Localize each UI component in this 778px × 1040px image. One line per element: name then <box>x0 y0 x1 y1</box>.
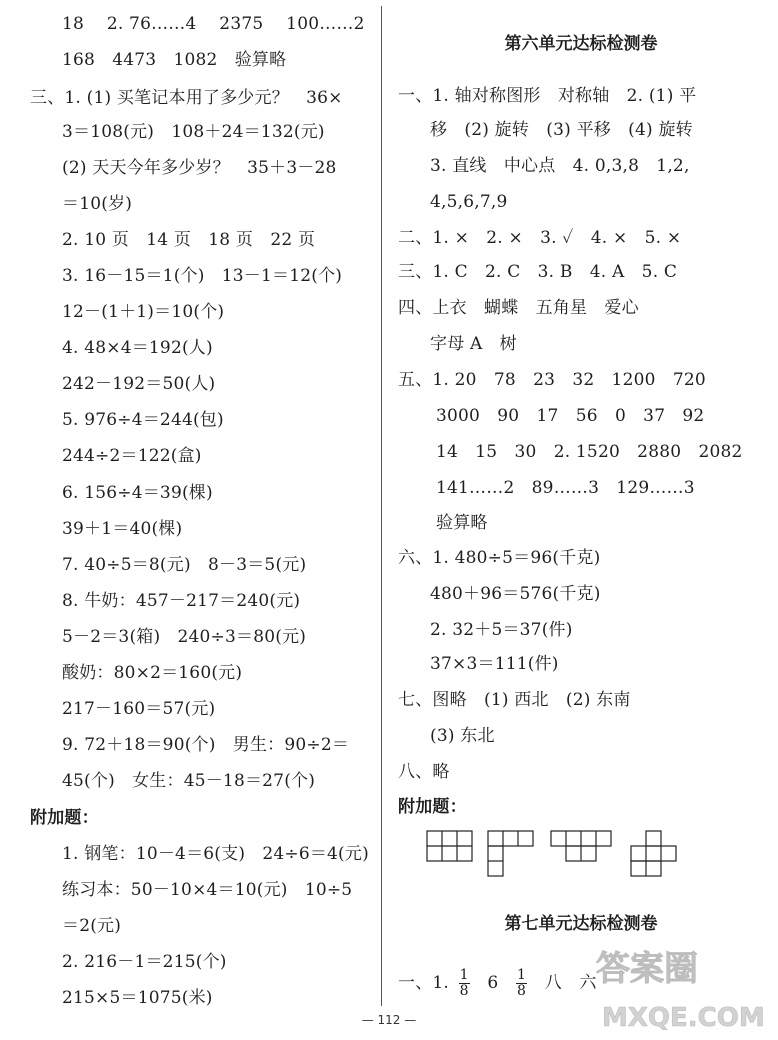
answer-line: 字母 A 树 <box>430 334 517 354</box>
grid-figure <box>630 830 682 878</box>
answer-line: 141……2 89……3 129……3 <box>436 478 695 498</box>
answer-line: 168 4473 1082 验算略 <box>62 50 287 70</box>
answer-value: 六 <box>579 973 597 993</box>
answer-line: 9. 72＋18＝90(个) 男生：90÷2＝ <box>62 735 350 755</box>
answer-line: 验算略 <box>436 513 488 533</box>
unit7-title: 第七单元达标检测卷 <box>504 914 658 934</box>
answer-line: 酸奶：80×2＝160(元) <box>62 663 243 683</box>
bonus-heading: 附加题： <box>398 797 467 817</box>
answer-line: 39＋1＝40(棵) <box>62 519 183 539</box>
answer-line: 2. 10 页 14 页 18 页 22 页 <box>62 230 316 250</box>
watermark-text: 答案圈 <box>596 949 698 989</box>
answer-line: ＝2(元) <box>62 916 122 936</box>
answer-line: 六、1. 480÷5＝96(千克) <box>398 548 601 568</box>
answer-line: 3000 90 17 56 0 37 92 <box>436 406 705 426</box>
answer-line: 一、1. 轴对称图形 对称轴 2. (1) 平 <box>398 86 697 106</box>
answer-line: 二、1. × 2. × 3. ✓ 4. × 5. × <box>398 228 682 248</box>
answer-line: 18 2. 76……4 2375 100……2 <box>62 14 365 34</box>
answer-line: 4. 48×4＝192(人) <box>62 338 213 358</box>
fraction <box>459 968 470 999</box>
watermark-url: MXQE.COM <box>602 1003 765 1033</box>
answer-value: 6 <box>487 973 499 993</box>
fraction-numerator: 1 <box>517 967 527 983</box>
answer-line: 7. 40÷5＝8(元) 8－3＝5(元) <box>62 555 307 575</box>
answer-line: 215×5＝1075(米) <box>62 988 213 1008</box>
answer-line: 14 15 30 2. 1520 2880 2082 <box>436 442 743 462</box>
bonus-heading: 附加题： <box>30 808 99 828</box>
answer-line: 练习本：50－10×4＝10(元) 10÷5 <box>62 880 353 900</box>
grid-figure <box>426 830 476 864</box>
answer-line: 37×3＝111(件) <box>430 654 559 674</box>
answer-line: 5－2＝3(箱) 240÷3＝80(元) <box>62 627 307 647</box>
fraction-denominator: 8 <box>459 983 469 999</box>
answer-line: 五、1. 20 78 23 32 1200 720 <box>398 370 706 390</box>
answer-line: 三、1. C 2. C 3. B 4. A 5. C <box>398 262 678 282</box>
section-heading-3: 三、1. (1) 买笔记本用了多少元？ 36× <box>30 88 343 108</box>
answer-line: 3. 16－15＝1(个) 13－1＝12(个) <box>62 266 343 286</box>
answer-line: 217－160＝57(元) <box>62 699 216 719</box>
grid-figure <box>487 830 539 878</box>
answer-line: 8. 牛奶：457－217＝240(元) <box>62 591 301 611</box>
answer-line <box>398 966 601 1000</box>
item-prefix: 一、1. <box>398 973 450 993</box>
answer-line: 3＝108(元) 108＋24＝132(元) <box>62 122 325 142</box>
answer-line: 2. 216－1＝215(个) <box>62 952 227 972</box>
answer-line: ＝10(岁) <box>62 194 133 214</box>
answer-line: (2) 天天今年多少岁？ 35＋3－28 <box>62 158 337 178</box>
answer-line: 244÷2＝122(盒) <box>62 446 202 466</box>
answer-line: 12－(1＋1)＝10(个) <box>62 302 225 322</box>
answer-line: 45(个) 女生：45－18＝27(个) <box>62 771 316 791</box>
answer-line: 1. 钢笔：10－4＝6(支) 24÷6＝4(元) <box>62 844 369 864</box>
answer-line: 480＋96＝576(千克) <box>430 584 601 604</box>
fraction-denominator: 8 <box>517 983 527 999</box>
answer-line: 七、图略 (1) 西北 (2) 东南 <box>398 690 631 710</box>
answer-line: 2. 32＋5＝37(件) <box>430 620 573 640</box>
answer-line: 移 (2) 旋转 (3) 平移 (4) 旋转 <box>430 120 693 140</box>
answer-line: 四、上衣 蝴蝶 五角星 爱心 <box>398 298 639 318</box>
answer-line: 4,5,6,7,9 <box>430 192 508 212</box>
answer-line: 八、略 <box>398 762 450 782</box>
fraction <box>516 968 527 999</box>
answer-value: 八 <box>544 973 562 993</box>
answer-line: 3. 直线 中心点 4. 0,3,8 1,2, <box>430 156 690 176</box>
fraction-numerator: 1 <box>459 967 469 983</box>
grid-figure <box>550 830 616 864</box>
unit6-title: 第六单元达标检测卷 <box>504 34 658 54</box>
answer-line: 242－192＝50(人) <box>62 374 216 394</box>
page-number: — 112 — <box>361 1013 417 1027</box>
answer-line: 5. 976÷4＝244(包) <box>62 410 224 430</box>
answer-line: (3) 东北 <box>430 726 495 746</box>
answer-line: 6. 156÷4＝39(棵) <box>62 483 213 503</box>
column-divider <box>381 6 382 1006</box>
